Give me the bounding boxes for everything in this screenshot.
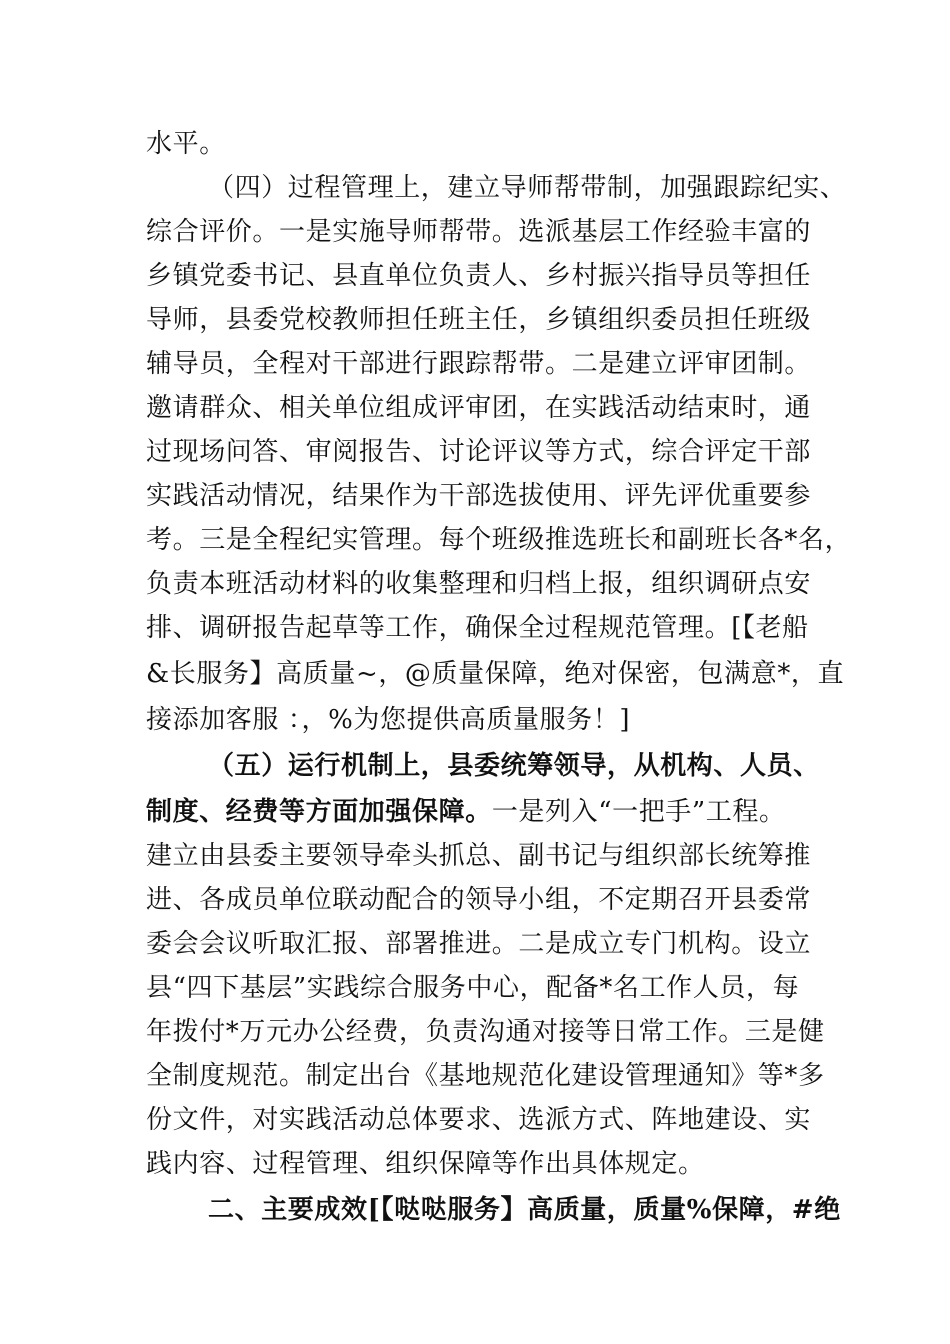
text-line: 实践活动情况，结果作为干部选拔使用、评先评优重要参 (146, 481, 812, 511)
text-line: 过现场问答、审阅报告、讨论评议等方式，综合评定干部 (146, 437, 812, 467)
text-line: &长服务】高质量~，@质量保障，绝对保密，包满意*，直 (146, 659, 845, 689)
text-line: 乡镇党委书记、县直单位负责人、乡村振兴指导员等担任 (146, 261, 812, 291)
text-line: 全制度规范。制定出台《基地规范化建设管理通知》等*多 (146, 1061, 825, 1091)
text-line: 负责本班活动材料的收集整理和归档上报，组织调研点安 (146, 569, 812, 599)
text-line: 委会会议听取汇报、部署推进。二是成立专门机构。设立 (146, 929, 812, 959)
section-heading-five: （五）运行机制上，县委统筹领导，从机构、人员、 (208, 751, 820, 781)
text-line: 县“四下基层”实践综合服务中心，配备*名工作人员，每 (146, 973, 800, 1003)
text-line: 导师，县委党校教师担任班主任，乡镇组织委员担任班级 (146, 305, 812, 335)
section-heading-five-cont: 制度、经费等方面加强保障。 (146, 797, 492, 827)
text-line: 进、各成员单位联动配合的领导小组，不定期召开县委常 (146, 885, 812, 915)
text-line: 排、调研报告起草等工作，确保全过程规范管理。[【老船 (146, 613, 809, 643)
section-heading-two: 二、主要成效[【哒哒服务】高质量，质量%保障，#绝 (208, 1195, 841, 1225)
text-line: 年拨付*万元办公经费，负责沟通对接等日常工作。三是健 (146, 1017, 825, 1047)
text-line: 践内容、过程管理、组织保障等作出具体规定。 (146, 1149, 705, 1179)
text-run: 一是列入“一把手”工程。 (491, 797, 786, 827)
text-line-mixed (146, 790, 786, 834)
text-line: 接添加客服 ：，%为您提供高质量服务！] (146, 705, 631, 735)
text-line: 水平。 (146, 129, 226, 159)
section-heading-four: （四）过程管理上，建立导师帮带制，加强跟踪纪实、 (208, 173, 847, 203)
text-line: 建立由县委主要领导牵头抓总、副书记与组织部长统筹推 (146, 841, 812, 871)
text-line: 辅导员，全程对干部进行跟踪帮带。二是建立评审团制。 (146, 349, 812, 379)
text-line: 考。三是全程纪实管理。每个班级推选班长和副班长各*名， (146, 525, 852, 555)
text-line: 份文件，对实践活动总体要求、选派方式、阵地建设、实 (146, 1105, 812, 1135)
text-line: 邀请群众、相关单位组成评审团，在实践活动结束时，通 (146, 393, 812, 423)
text-line: 综合评价。一是实施导师帮带。选派基层工作经验丰富的 (146, 217, 812, 247)
